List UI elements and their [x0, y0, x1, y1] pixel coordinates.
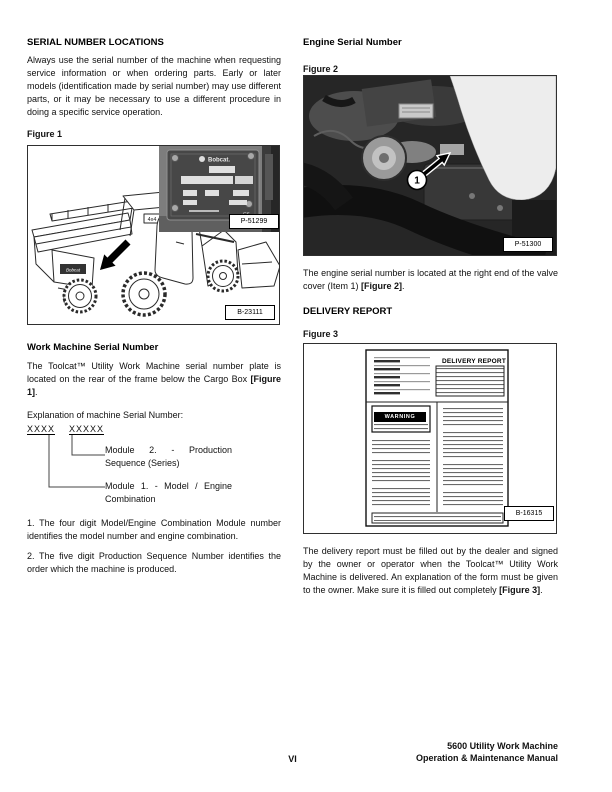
explanation-intro: Explanation of machine Serial Number: — [27, 410, 184, 420]
section-heading-serial-number-locations: SERIAL NUMBER LOCATIONS — [27, 37, 164, 48]
figure-image-id-label: B-16315 — [504, 506, 554, 521]
center-wheel — [123, 273, 165, 315]
box-decal-4x4: 4x4 — [147, 217, 157, 223]
engine-photo — [304, 76, 556, 255]
paragraph-text: . — [402, 281, 405, 291]
figure-1 — [27, 145, 280, 325]
figure-3 — [303, 343, 557, 534]
paragraph-text: The engine serial number is located at the right end of the valve cover (Item 1) — [303, 268, 558, 291]
ir-logo-icon — [199, 156, 205, 162]
delivery-report-form-title: DELIVERY REPORT — [441, 358, 506, 365]
work-machine-paragraph — [27, 360, 281, 399]
front-wheel — [208, 261, 238, 291]
figure-1-reference: [Figure 1] — [27, 374, 281, 397]
page-number: VI — [288, 754, 297, 764]
figure-2 — [303, 75, 557, 256]
right-column — [303, 37, 558, 597]
delivery-report-form — [304, 344, 556, 533]
note-2: 2. The five digit Production Sequence Number identifies the order which the machine is produced. — [27, 551, 281, 574]
figure-1-label: Figure 1 — [27, 129, 63, 139]
serial-number-plate — [167, 150, 259, 220]
figure-3-label: Figure 3 — [303, 329, 339, 339]
rear-left-wheel — [64, 280, 96, 312]
document-title-footer — [416, 740, 558, 764]
section-heading-engine-serial: Engine Serial Number — [303, 37, 402, 48]
paragraph-text: The Toolcat™ Utility Work Machine serial number plate is located on the rear of the frame below the Cargo Box — [27, 361, 281, 384]
figure-image-id-label: B-23111 — [225, 305, 275, 320]
engine-serial-sticker — [440, 144, 464, 155]
serial-plate-pointer-arrow — [100, 240, 131, 271]
figure-3-reference: [Figure 3] — [499, 585, 541, 595]
serial-module2-digits: XXXXX — [69, 424, 105, 434]
section-heading-work-machine-serial: Work Machine Serial Number — [27, 342, 159, 353]
paragraph-text: . — [540, 585, 543, 595]
paragraph-text: . — [35, 387, 38, 397]
serial-module1-digits: XXXX — [27, 424, 56, 434]
figure-2-reference: [Figure 2] — [361, 281, 403, 291]
plate-brand-text: Bobcat. — [208, 157, 231, 164]
photo-id-label: P-51300 — [503, 237, 553, 252]
photo-id-label: P-51299 — [229, 214, 279, 229]
paragraph-text: The delivery report must be filled out by the dealer and signed by the owner or operator when the Toolcat™ Utility Work Machine is delivered. An explanation of the form must be given to the owner. Make sure it is filled out completely — [303, 546, 558, 595]
engine-serial-paragraph — [303, 267, 558, 293]
serial-number-diagram — [27, 423, 281, 511]
left-column — [27, 37, 281, 576]
footer-doc-line1: 5600 Utility Work Machine — [447, 741, 558, 751]
footer-doc-line2: Operation & Maintenance Manual — [415, 753, 558, 763]
module2-description: Module 2. - Production Sequence (Series) — [105, 445, 232, 468]
figure-2-label: Figure 2 — [303, 64, 339, 74]
warning-banner: WARNING — [374, 412, 426, 422]
note-1: 1. The four digit Model/Engine Combination Module number identifies the model number and engine combination. — [27, 518, 281, 541]
module1-description: Module 1. - Model / Engine Combination — [105, 481, 232, 504]
intro-paragraph: Always use the serial number of the machine when requesting service information or when ordering parts. Early or later models (identification made by serial number) may use different parts, or it may be necessary to use a different procedure in doing a specific service operation. — [27, 55, 281, 117]
callout-number: 1 — [414, 175, 420, 187]
tailgate-decal-bobcat: Bobcat — [65, 267, 81, 273]
delivery-report-paragraph — [303, 545, 558, 597]
section-heading-delivery-report: DELIVERY REPORT — [303, 306, 393, 317]
